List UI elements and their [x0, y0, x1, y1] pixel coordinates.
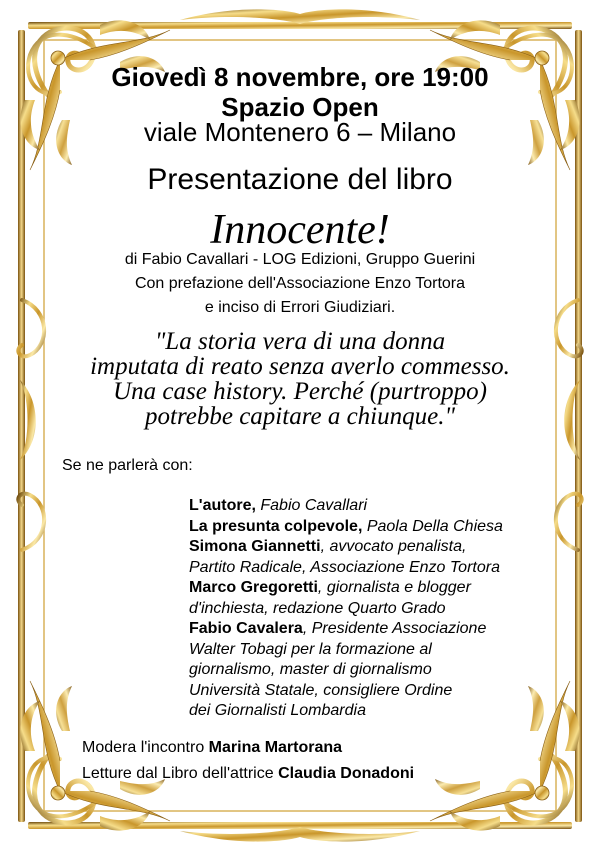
speaker-line: Partito Radicale, Associazione Enzo Tortora [189, 558, 500, 576]
speaker-line: giornalismo, master di giornalismo [189, 661, 432, 678]
speaker-line: L'autore, Fabio Cavallari [189, 497, 368, 514]
speakers-list [189, 496, 503, 722]
speaker-line: Simona Giannetti, avvocato penalista, [189, 538, 467, 555]
speakers-intro: Se ne parlerà con: [62, 457, 193, 474]
book-preface-line: Con prefazione dell'Associazione Enzo Tortora [134, 275, 466, 292]
speaker-line: Università Statale, consigliere Ordine [189, 681, 453, 699]
speaker-line: dei Giornalisti Lombardia [189, 702, 366, 719]
speaker-line: d'inchiesta, redazione Quarto Grado [189, 599, 446, 617]
quote-line: "La storia vera di una donna [154, 328, 446, 355]
speaker-line: Fabio Cavalera, Presidente Associazione [189, 620, 487, 637]
book-author-line: di Fabio Cavallari - LOG Edizioni, Gruppo Guerini [124, 251, 476, 268]
quote-line: potrebbe capitare a chiunque." [145, 403, 455, 430]
speaker-line: Walter Tobagi per la formazione al [189, 640, 432, 658]
event-address: viale Montenero 6 – Milano [143, 117, 457, 147]
reader-name: Claudia Donadoni [278, 765, 415, 782]
moderator-line: Modera l'incontro Marina Martorana [82, 739, 343, 756]
event-venue: Spazio Open [221, 92, 379, 122]
quote-line: imputata di reato senza averlo commesso. [90, 353, 510, 380]
book-insert-line: e inciso di Errori Giudiziari. [204, 299, 396, 316]
event-date-time: Giovedì 8 novembre, ore 19:00 [111, 62, 489, 92]
reading-line: Letture dal Libro dell'attrice Claudia Donadoni [82, 765, 415, 782]
speaker-line: La presunta colpevole, Paola Della Chiesa [189, 517, 503, 535]
quote-line: Una case history. Perché (purtroppo) [113, 378, 487, 405]
presentation-heading: Presentazione del libro [147, 163, 453, 196]
book-title: Innocente! [210, 207, 390, 253]
moderator-name: Marina Martorana [208, 739, 343, 756]
speaker-line: Marco Gregoretti, giornalista e blogger [189, 579, 471, 596]
